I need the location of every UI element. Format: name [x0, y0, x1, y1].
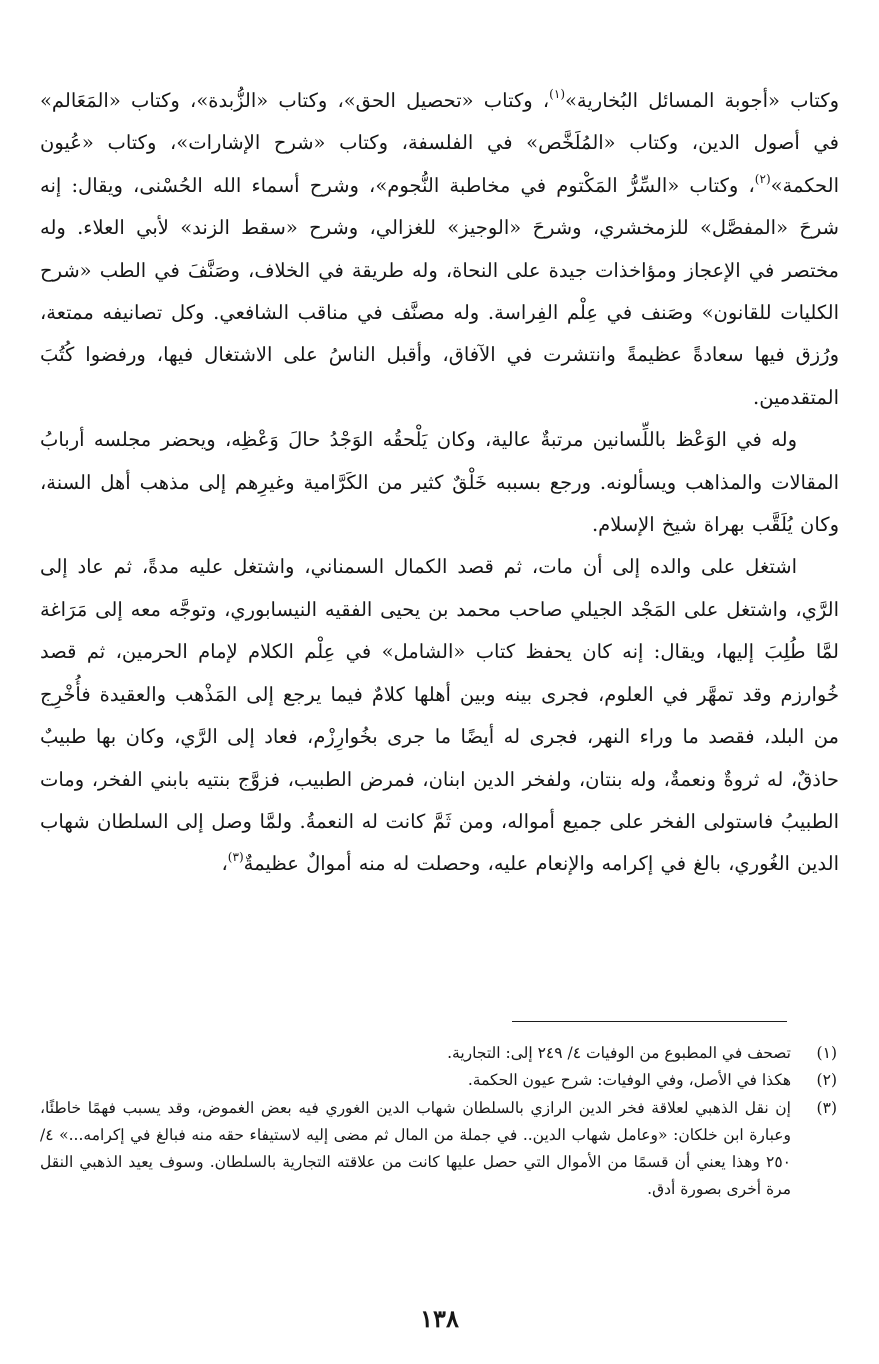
text-segment: وكتاب «أجوبة المسائل البُخارية» — [565, 89, 839, 112]
footnotes — [40, 1040, 837, 1204]
footnote-text: إن نقل الذهبي لعلاقة فخر الدين الرازي بالسلطان شهاب الدين الغوري فيه بعض الغموض، وقد يسبب فهمًا خاطئًا، وعبارة ابن خلكان: «وعامل شهاب الدين.. في جملة من المال ثم مضى إليه لاستيفاء حقه منه فبالغ في إكرامه...» ٤/ ٢٥٠ وهذا يعني أن قسمًا من الأموال التي حصل عليها كانت من علاقته التجارية بالسلطان. وسوف يعيد الذهبي النقل مرة أخرى بصورة أدق. — [40, 1098, 791, 1199]
page-number: ١٣٨ — [420, 1304, 459, 1333]
text-segment: ، وكتاب «السِّرُّ المَكْتوم في مخاطبة النُّجوم»، وشرح أسماء الله الحُسْنى، ويقال: إنه شرحَ «المفصَّل» للزمخشري، وشرحَ «الوجيز» للغزالي، وشرح «سقط الزند» لأبي العلاء. وله مختصر في الإعجاز ومؤاخذات جيدة على النحاة، وله طريقة في الخلاف، وصَنَّفَ في الطب «شرح الكليات للقانون» وصَنف في عِلْم الفِراسة. وله مصنَّف في مناقب الشافعي. وكل تصانيفه ممتعة، ورُزق فيها سعادةً عظيمةً وانتشرت في الآفاق، وأقبل الناسُ على الاشتغال فيها، ورفضوا كُتُبَ المتقدمين. — [40, 173, 839, 409]
footnote — [40, 1067, 837, 1094]
text-segment: ، وكتاب «تحصيل الحق»، وكتاب «الزُّبدة»، وكتاب «المَعَالم» في أصول الدين، وكتاب «المُلَخَّص» في الفلسفة، وكتاب «شرح الإشارات»، وكتاب «عُيون الحكمة» — [40, 89, 839, 197]
footnote-number: (٢) — [816, 1071, 837, 1090]
footnote-reference: (١) — [549, 87, 565, 101]
paragraph — [40, 80, 839, 419]
footnote-text: هكذا في الأصل، وفي الوفيات: شرح عيون الحكمة. — [467, 1071, 791, 1090]
text-segment: اشتغل على والده إلى أن مات، ثم قصد الكمال السمناني، واشتغل عليه مدةً، ثم عاد إلى الرَّي، واشتغل على المَجْد الجيلي صاحب محمد بن يحيى الفقيه النيسابوري، وتوجَّه معه إلى مَرَاغة لمَّا طُلِبَ إليها، ويقال: إنه كان يحفظ كتاب «الشامل» في عِلْم الكلام لإمام الحرمين، ثم قصد خُوارزم وقد تمهَّر في العلوم، فجرى بينه وبين أهلها كلامٌ فيما يرجع إلى المَذْهب والعقيدة فأُخْرِج من البلد، فقصد ما وراء النهر، فجرى له أيضًا ما جرى بخُوارِزْم، فعاد إلى الرَّي، وكان بها طبيبٌ حاذقٌ، له ثروةٌ ونعمةٌ، وله بنتان، ولفخر الدين ابنان، فمرض الطبيب، فزوَّج بنتيه بابني الفخر، ومات الطبيبُ فاستولى الفخر على جميع أمواله، ومن ثَمَّ كانت له النعمةُ. ولمَّا وصل إلى السلطان شهاب الدين الغُوري، بالغ في إكرامه والإنعام عليه، وحصلت له منه أموالٌ عظيمةٌ — [40, 555, 839, 876]
footnote — [40, 1040, 837, 1067]
main-text — [40, 80, 839, 886]
footnote-number: (١) — [816, 1044, 837, 1062]
footnote-text: تصحف في المطبوع من الوفيات ٤/ ٢٤٩ إلى: التجارية. — [447, 1044, 791, 1062]
footnote-reference: (٣) — [227, 850, 244, 865]
footnote — [40, 1095, 837, 1204]
footnote-separator — [512, 1021, 787, 1022]
text-segment: وله في الوَعْظ باللِّسانين مرتبةٌ عالية، وكان يَلْحقُه الوَجْدُ حالَ وَعْظِه، ويحضر مجلسه أربابُ المقالات والمذاهب ويسألونه. ورجع بسببه خَلْقٌ كثير من الكَرَّامية وغيرِهم إلى مذهب أهل السنة، وكان يُلَقَّب بهراة شيخ الإسلام. — [40, 428, 839, 537]
footnote-reference: (٢) — [754, 171, 771, 186]
text-segment: ، — [221, 852, 228, 876]
footnote-number: (٣) — [816, 1098, 837, 1117]
paragraph — [40, 419, 839, 546]
paragraph — [40, 546, 839, 885]
